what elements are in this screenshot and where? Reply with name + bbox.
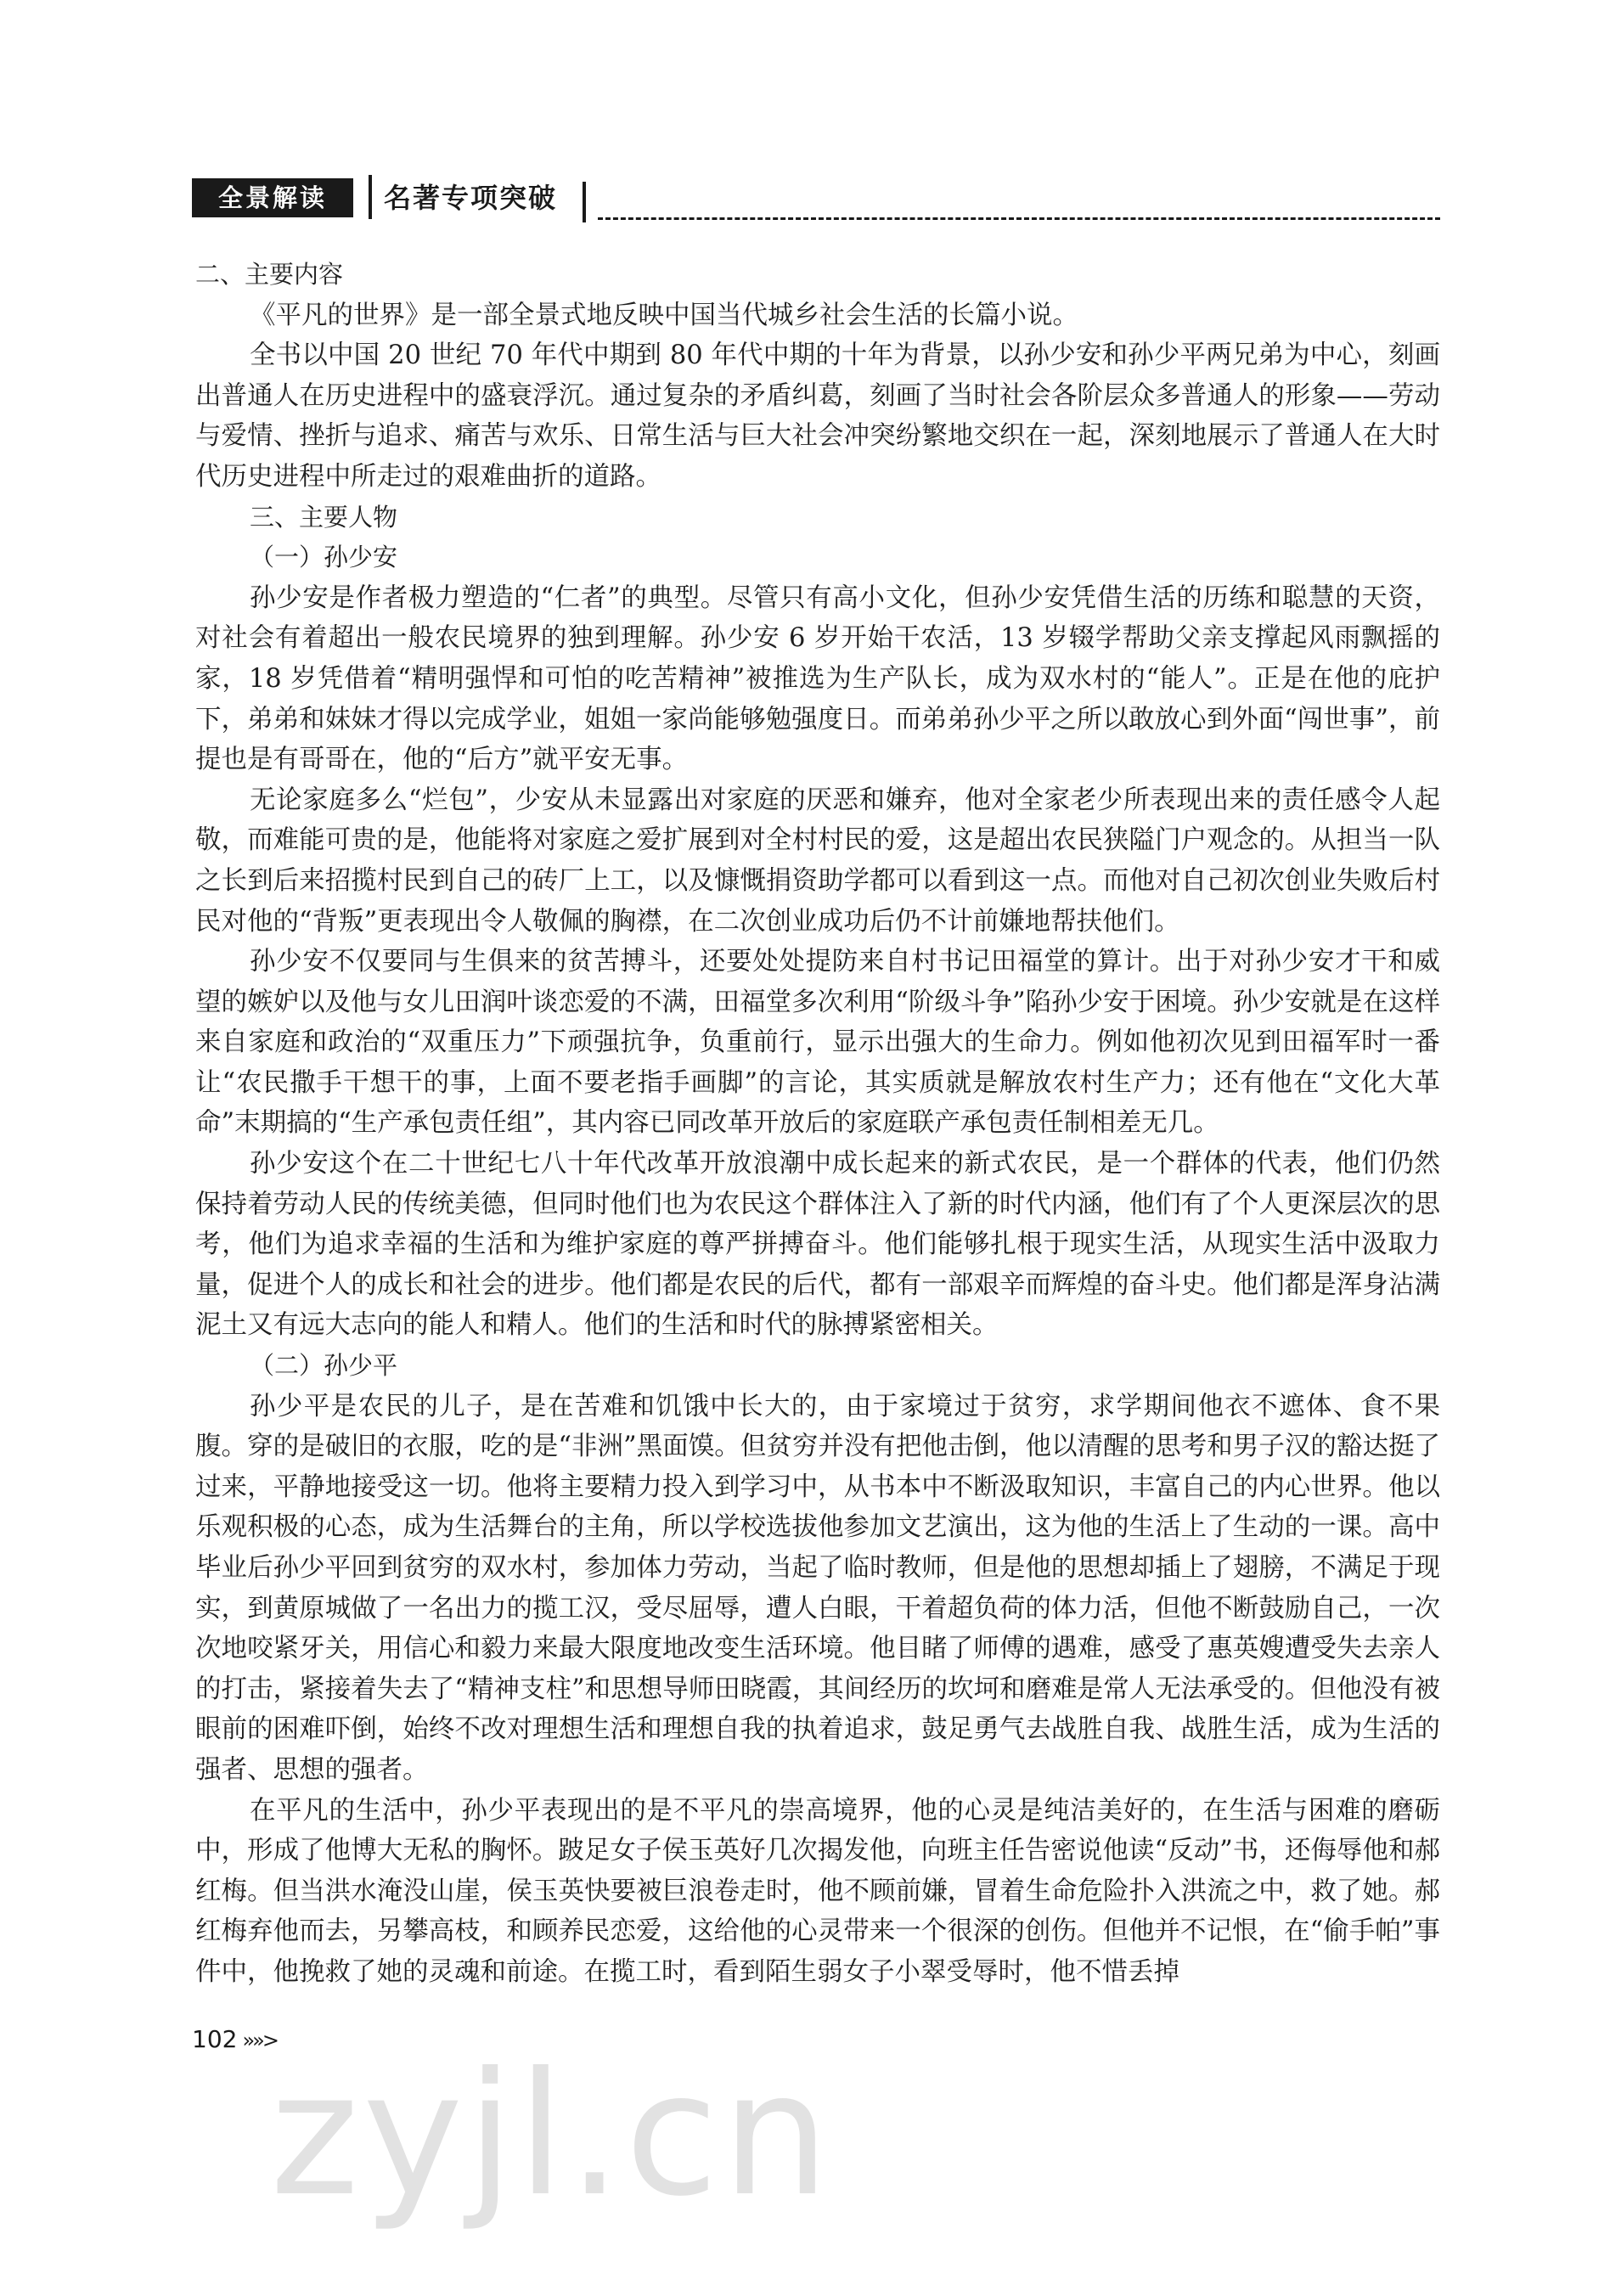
- paragraph: 《平凡的世界》是一部全景式地反映中国当代城乡社会生活的长篇小说。: [250, 300, 1078, 330]
- paragraph: 全书以中国 20 世纪 70 年代中期到 80 年代中期的十年为背景，以孙少安和孙少平两兄弟为中心，刻画出普通人在历史进程中的盛衰浮沉。通过复杂的矛盾纠葛，刻画了当时社会各阶层众多普通人的形象——劳动与爱情、挫折与追求、痛苦与欢乐、日常生活与巨大社会冲突纷繁地交织在一起，深刻地展示了普通人在大时代历史进程中所走过的艰难曲折的道路。: [195, 340, 1440, 492]
- watermark: zyjl.cn: [270, 2036, 833, 2234]
- subsection-heading-sun-shaoan: （一）孙少安: [250, 543, 398, 572]
- page-arrows-icon: »»>: [242, 2029, 277, 2052]
- page-footer: [192, 2025, 277, 2053]
- paragraph: 孙少安不仅要同与生俱来的贫苦搏斗，还要处处提防来自村书记田福堂的算计。出于对孙少安才干和威望的嫉妒以及他与女儿田润叶谈恋爱的不满，田福堂多次利用“阶级斗争”陷孙少安于困境。孙少安就是在这样来自家庭和政治的“双重压力”下顽强抗争，负重前行，显示出强大的生命力。例如他初次见到田福军时一番让“农民撒手干想干的事，上面不要老指手画脚”的言论，其实质就是解放农村生产力；还有他在“文化大革命”末期搞的“生产承包责任组”，其内容已同改革开放后的家庭联产承包责任制相差无几。: [195, 947, 1440, 1139]
- paragraph: 孙少平是农民的儿子，是在苦难和饥饿中长大的，由于家境过于贫穷，求学期间他衣不遮体、食不果腹。穿的是破旧的衣服，吃的是“非洲”黑面馍。但贫穷并没有把他击倒，他以清醒的思考和男子汉的豁达挺了过来，平静地接受这一切。他将主要精力投入到学习中，从书本中不断汲取知识，丰富自己的内心世界。他以乐观积极的心态，成为生活舞台的主角，所以学校选拔他参加文艺演出，这为他的生活上了生动的一课。高中毕业后孙少平回到贫穷的双水村，参加体力劳动，当起了临时教师，但是他的思想却插上了翅膀，不满足于现实，到黄原城做了一名出力的揽工汉，受尽屈辱，遭人白眼，干着超负荷的体力活，但他不断鼓励自己，一次次地咬紧牙关，用信心和毅力来最大限度地改变生活环境。他目睹了师傅的遇难，感受了惠英嫂遭受失去亲人的打击，紧接着失去了“精神支柱”和思想导师田晓霞，其间经历的坎坷和磨难是常人无法承受的。但他没有被眼前的困难吓倒，始终不改对理想生活和理想自我的执着追求，鼓足勇气去战胜自我、战胜生活，成为生活的强者、思想的强者。: [195, 1391, 1440, 1785]
- header-badge: 全景解读: [192, 178, 353, 217]
- page-number: 102: [192, 2025, 238, 2053]
- paragraph: 在平凡的生活中，孙少平表现出的是不平凡的崇高境界，他的心灵是纯洁美好的，在生活与困难的磨砺中，形成了他博大无私的胸怀。跛足女子侯玉英好几次揭发他，向班主任告密说他读“反动”书，还侮辱他和郝红梅。但当洪水淹没山崖，侯玉英快要被巨浪卷走时，他不顾前嫌，冒着生命危险扑入洪流之中，救了她。郝红梅弃他而去，另攀高枝，和顾养民恋爱，这给他的心灵带来一个很深的创伤。但他并不记恨，在“偷手帕”事件中，他挽救了她的灵魂和前途。在揽工时，看到陌生弱女子小翠受辱时，他不惜丢掉: [195, 1795, 1440, 1987]
- paragraph: 无论家庭多么“烂包”，少安从未显露出对家庭的厌恶和嫌弃，他对全家老少所表现出来的责任感令人起敬，而难能可贵的是，他能将对家庭之爱扩展到对全村村民的爱，这是超出农民狭隘门户观念的。从担当一队之长到后来招揽村民到自己的砖厂上工，以及慷慨捐资助学都可以看到这一点。而他对自己初次创业失败后村民对他的“背叛”更表现出令人敬佩的胸襟，在二次创业成功后仍不计前嫌地帮扶他们。: [195, 785, 1440, 937]
- header-divider: [369, 175, 372, 219]
- header-divider: [583, 182, 586, 222]
- paragraph: 孙少安这个在二十世纪七八十年代改革开放浪潮中成长起来的新式农民，是一个群体的代表，他们仍然保持着劳动人民的传统美德，但同时他们也为农民这个群体注入了新的时代内涵，他们有了个人更深层次的思考，他们为追求幸福的生活和为维护家庭的尊严拼搏奋斗。他们能够扎根于现实生活，从现实生活中汲取力量，促进个人的成长和社会的进步。他们都是农民的后代，都有一部艰辛而辉煌的奋斗史。他们都是浑身沾满泥土又有远大志向的能人和精人。他们的生活和时代的脉搏紧密相关。: [195, 1149, 1440, 1341]
- body-text: [195, 255, 1440, 1993]
- page-header: [192, 175, 1440, 226]
- header-dashed-rule: [598, 217, 1440, 220]
- paragraph: 孙少安是作者极力塑造的“仁者”的典型。尽管只有高小文化，但孙少安凭借生活的历练和聪慧的天资，对社会有着超出一般农民境界的独到理解。孙少安 6 岁开始干农活，13 岁辍学帮助父亲支撑起风雨飘摇的家，18 岁凭借着“精明强悍和可怕的吃苦精神”被推选为生产队长，成为双水村的“能人”。正是在他的庇护下，弟弟和妹妹才得以完成学业，姐姐一家尚能够勉强度日。而弟弟孙少平之所以敢放心到外面“闯世事”，前提也是有哥哥在，他的“后方”就平安无事。: [195, 582, 1440, 775]
- section-heading-main-characters: 三、主要人物: [250, 502, 398, 532]
- section-heading-main-content: 二、主要内容: [195, 260, 344, 289]
- header-subtitle: 名著专项突破: [384, 182, 558, 214]
- subsection-heading-sun-shaoping: （二）孙少平: [250, 1351, 398, 1381]
